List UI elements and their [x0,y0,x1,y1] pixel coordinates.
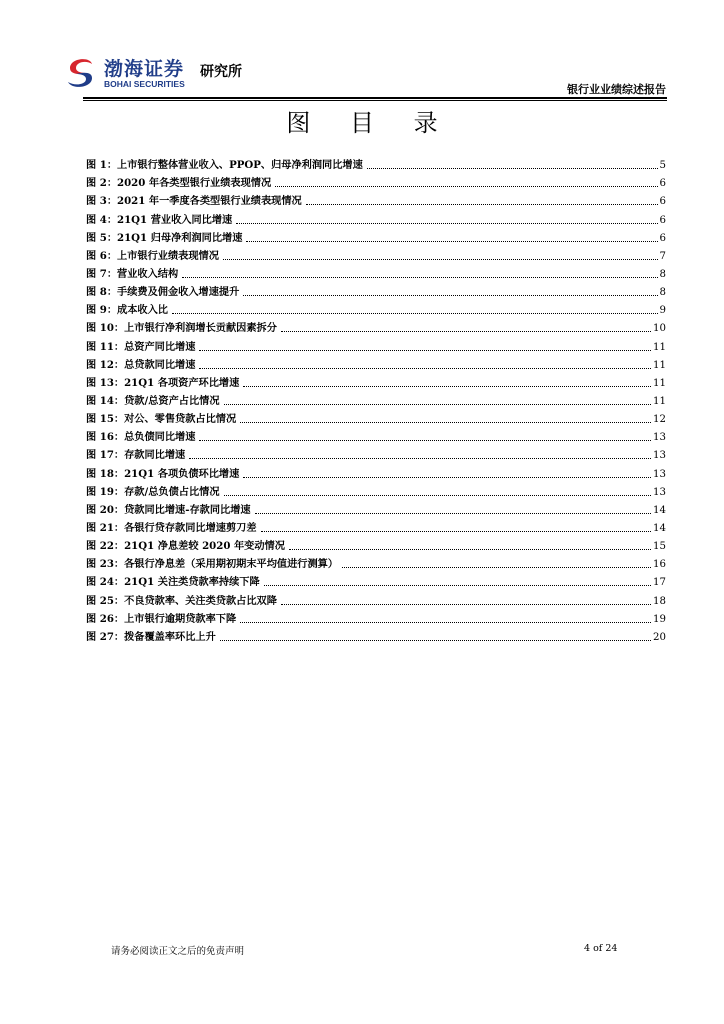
toc-entry[interactable] [86,263,666,281]
toc-entry-page: 6 [659,232,666,244]
toc-leader-dots [236,223,657,224]
toc-entry[interactable] [86,299,666,317]
toc-entry[interactable] [86,626,666,644]
footer-page-number: 4 of 24 [584,943,618,954]
toc-entry[interactable] [86,517,666,535]
toc-leader-dots [281,604,651,605]
toc-entry-page: 6 [659,214,666,226]
toc-leader-dots [240,622,651,623]
table-of-figures [86,154,666,644]
company-name-cn: 渤海证券 [104,58,185,80]
toc-entry[interactable] [86,408,666,426]
toc-entry[interactable] [86,172,666,190]
toc-entry-page: 18 [653,595,666,607]
toc-entry-page: 13 [653,468,666,480]
institute-name: 研究所 [200,64,242,80]
toc-entry-page: 16 [653,559,666,571]
toc-entry-page: 13 [653,450,666,462]
toc-entry-page: 12 [653,414,666,426]
toc-entry[interactable] [86,372,666,390]
toc-leader-dots [243,386,651,387]
company-logo [64,52,264,96]
toc-entry-label: 图 11：总资产同比增速 [86,340,196,353]
toc-leader-dots [224,495,652,496]
header-rule-thick [83,97,667,99]
toc-leader-dots [255,513,651,514]
toc-leader-dots [224,404,652,405]
toc-leader-dots [199,440,651,441]
toc-leader-dots [264,585,651,586]
toc-entry[interactable] [86,335,666,353]
toc-entry-page: 6 [659,196,666,208]
toc-entry-page: 20 [653,631,666,643]
toc-entry-label: 图 8：手续费及佣金收入增速提升 [86,286,240,299]
toc-entry-page: 5 [659,160,666,172]
toc-entry[interactable] [86,571,666,589]
toc-entry-label: 图 14：贷款/总资产占比情况 [86,394,220,407]
header-rule-thin [83,100,667,101]
toc-entry-label: 图 5：21Q1 归母净利润同比增速 [86,231,243,244]
toc-entry-page: 14 [653,522,666,534]
company-name-en: BOHAI SECURITIES [104,79,185,89]
toc-leader-dots [199,368,651,369]
toc-entry-label: 图 2：2020 年各类型银行业绩表现情况 [86,177,272,190]
toc-entry-label: 图 13：21Q1 各项资产环比增速 [86,376,240,389]
toc-entry-label: 图 10：上市银行净利润增长贡献因素拆分 [86,322,277,335]
toc-entry[interactable] [86,208,666,226]
toc-entry-page: 9 [659,305,666,317]
toc-entry-label: 图 18：21Q1 各项负债环比增速 [86,467,240,480]
toc-entry-label: 图 22：21Q1 净息差较 2020 年变动情况 [86,540,285,553]
toc-leader-dots [243,295,657,296]
toc-entry-label: 图 16：总负债同比增速 [86,431,196,444]
toc-entry[interactable] [86,227,666,245]
toc-entry-label: 图 15：对公、零售贷款占比情况 [86,413,237,426]
toc-entry[interactable] [86,499,666,517]
toc-leader-dots [189,458,651,459]
toc-entry-page: 10 [653,323,666,335]
toc-entry[interactable] [86,444,666,462]
toc-entry[interactable] [86,426,666,444]
toc-entry-label: 图 7：营业收入结构 [86,267,179,280]
toc-entry-page: 13 [653,432,666,444]
toc-entry[interactable] [86,190,666,208]
toc-entry-label: 图 21：各银行贷存款同比增速剪刀差 [86,521,257,534]
toc-entry-page: 19 [653,613,666,625]
toc-entry-label: 图 24：21Q1 关注类贷款率持续下降 [86,576,260,589]
toc-entry[interactable] [86,589,666,607]
toc-entry-label: 图 4：21Q1 营业收入同比增速 [86,213,233,226]
toc-entry-page: 14 [653,504,666,516]
toc-entry-page: 15 [653,541,666,553]
toc-entry-page: 7 [659,250,666,262]
toc-entry-page: 13 [653,486,666,498]
toc-leader-dots [182,277,657,278]
toc-leader-dots [367,168,658,169]
toc-entry-page: 17 [653,577,666,589]
toc-leader-dots [220,640,651,641]
toc-leader-dots [306,204,658,205]
toc-entry[interactable] [86,245,666,263]
toc-leader-dots [289,549,651,550]
page-title: 图 目 录 [286,109,454,137]
toc-entry-label: 图 6：上市银行业绩表现情况 [86,249,219,262]
toc-entry-page: 11 [653,395,666,407]
toc-entry-label: 图 1：上市银行整体营业收入、PPOP、归母净利润同比增速 [86,159,363,172]
toc-entry-label: 图 17：存款同比增速 [86,449,186,462]
toc-entry-label: 图 25：不良贷款率、关注类贷款占比双降 [86,594,277,607]
toc-leader-dots [240,422,651,423]
footer-disclaimer: 请务必阅读正文之后的免责声明 [111,946,245,957]
toc-leader-dots [281,331,651,332]
toc-entry-label: 图 9：成本收入比 [86,304,168,317]
toc-leader-dots [246,241,657,242]
toc-entry-label: 图 26：上市银行逾期贷款率下降 [86,612,237,625]
toc-entry-label: 图 23：各银行净息差（采用期初期末平均值进行测算） [86,558,339,571]
toc-leader-dots [261,531,651,532]
toc-entry-page: 8 [659,287,666,299]
toc-leader-dots [172,313,658,314]
toc-entry-page: 11 [653,359,666,371]
toc-entry-page: 11 [653,377,666,389]
toc-entry[interactable] [86,608,666,626]
toc-leader-dots [342,567,651,568]
toc-entry[interactable] [86,535,666,553]
toc-entry-label: 图 19：存款/总负债占比情况 [86,485,220,498]
toc-entry[interactable] [86,462,666,480]
toc-entry[interactable] [86,481,666,499]
toc-entry[interactable] [86,553,666,571]
toc-entry-label: 图 27：拨备覆盖率环比上升 [86,630,216,643]
toc-entry[interactable] [86,390,666,408]
toc-leader-dots [275,186,657,187]
toc-leader-dots [243,477,651,478]
toc-entry[interactable] [86,354,666,372]
toc-leader-dots [199,350,651,351]
toc-entry-label: 图 12：总贷款同比增速 [86,358,196,371]
toc-entry-page: 11 [653,341,666,353]
toc-entry-page: 8 [659,268,666,280]
bohai-logo-icon [64,54,98,92]
toc-entry[interactable] [86,317,666,335]
toc-entry-page: 6 [659,178,666,190]
toc-entry[interactable] [86,154,666,172]
toc-entry-label: 图 3：2021 年一季度各类型银行业绩表现情况 [86,195,302,208]
toc-entry[interactable] [86,281,666,299]
report-type: 银行业业绩综述报告 [567,83,666,96]
toc-entry-label: 图 20：贷款同比增速-存款同比增速 [86,503,251,516]
toc-leader-dots [223,259,658,260]
